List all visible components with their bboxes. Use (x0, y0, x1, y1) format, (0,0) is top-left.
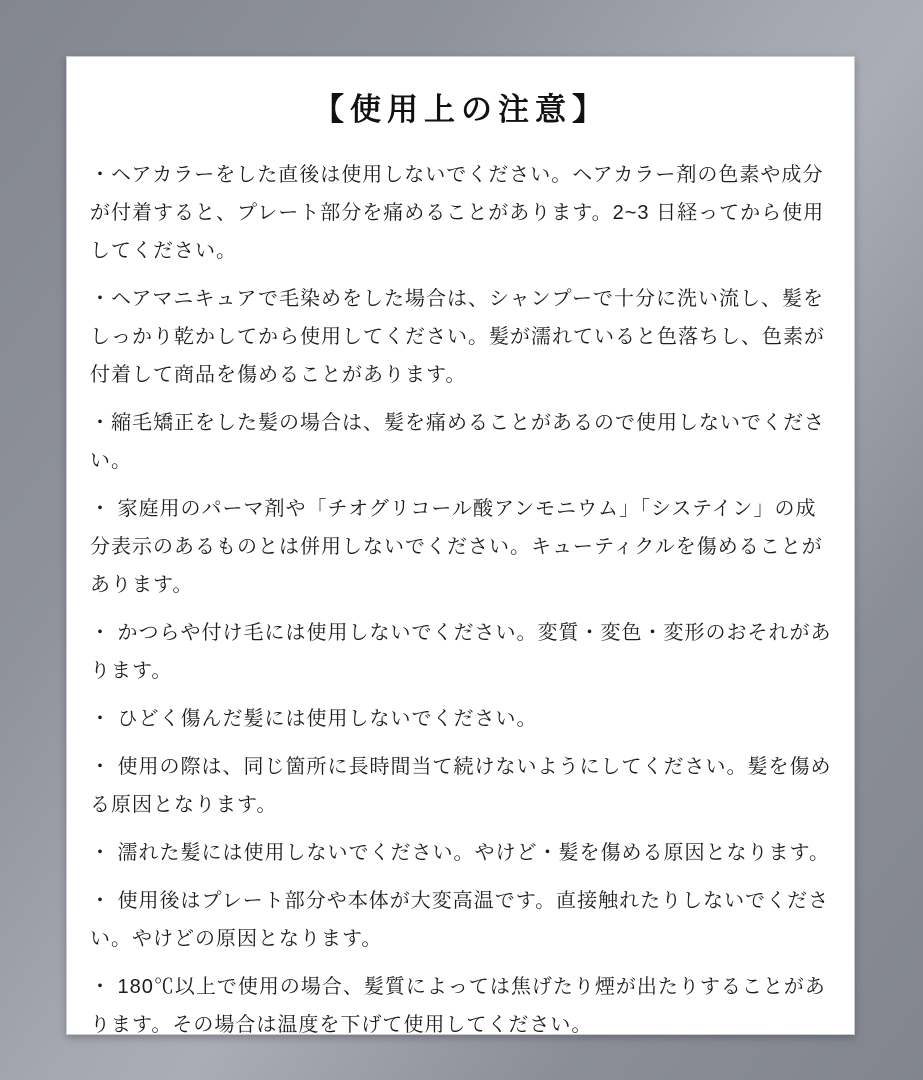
notice-item-straightened-hair: ・縮毛矯正をした髪の場合は、髪を痛めることがあるので使用しないでください。 (90, 412, 825, 473)
notice-item-wigs-extensions: ・ かつらや付け毛には使用しないでください。変質・変色・変形のおそれがあります。 (90, 622, 832, 683)
notice-item-damaged-hair: ・ ひどく傷んだ髪には使用しないでください。 (90, 708, 538, 731)
page-title: 【使用上の注意】 (313, 92, 609, 127)
notice-item-hair-manicure: ・ヘアマニキュアで毛染めをした場合は、シャンプーで十分に洗い流し、髪をしっかり乾かしてから使用してください。髪が濡れていると色落ちし、色素が付着して商品を傷めることがあります。 (90, 288, 825, 387)
notice-item-wet-hair: ・ 濡れた髪には使用しないでください。やけど・髪を傷める原因となります。 (90, 842, 830, 865)
notice-item-hot-after-use: ・ 使用後はプレート部分や本体が大変高温です。直接触れたりしないでください。やけどの原因となります。 (90, 890, 830, 951)
notice-item-high-temperature: ・ 180℃以上で使用の場合、髪質によっては焦げたり煙が出たりすることがあります。その場合は温度を下げて使用してください。 (90, 976, 826, 1037)
usage-notice-card (66, 56, 855, 1035)
notice-item-prolonged-contact: ・ 使用の際は、同じ箇所に長時間当て続けないようにしてください。髪を傷める原因となります。 (90, 756, 832, 817)
notice-item-hair-color: ・ヘアカラーをした直後は使用しないでください。ヘアカラー剤の色素や成分が付着すると、プレート部分を痛めることがあります。2~3 日経ってから使用してください。 (90, 164, 825, 263)
notice-item-perm-agents: ・ 家庭用のパーマ剤や「チオグリコール酸アンモニウム」「システイン」の成分表示のあるものとは併用しないでください。キューティクルを傷めることがあります。 (90, 498, 823, 597)
